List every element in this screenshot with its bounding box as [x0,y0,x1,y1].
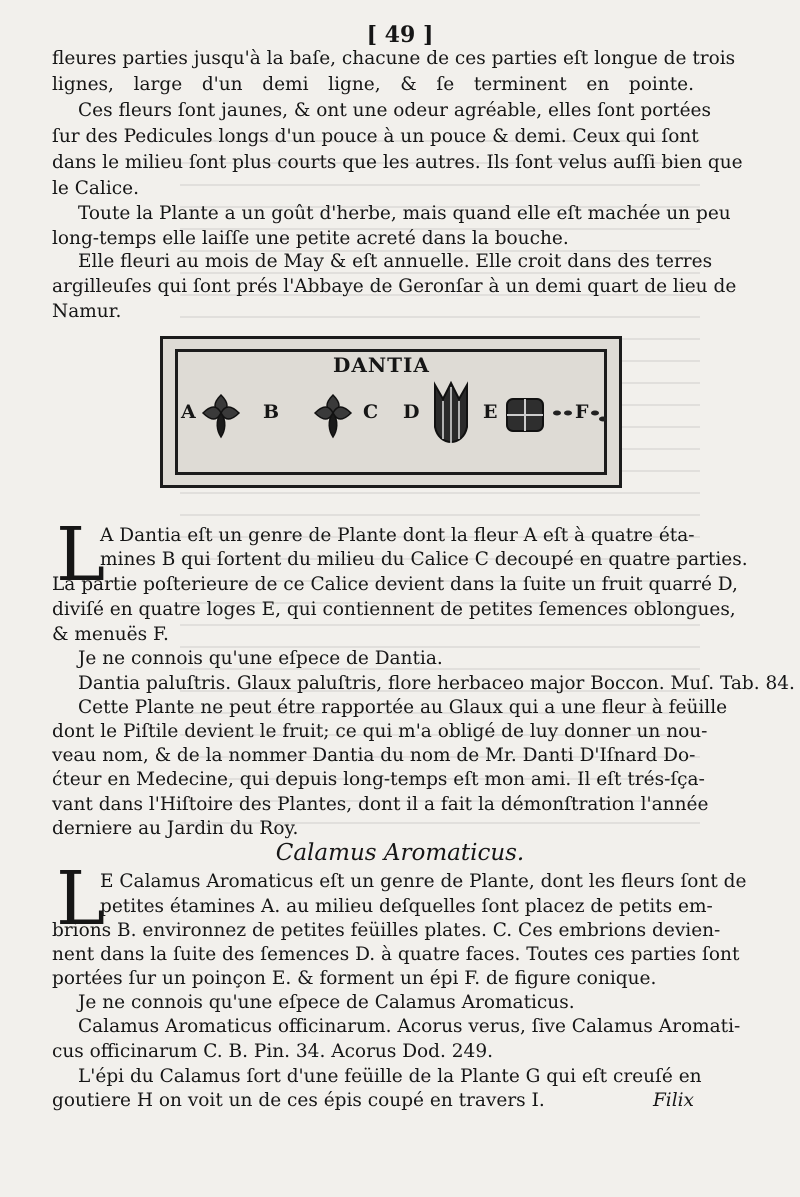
text-line: E Calamus Aromaticus eſt un genre de Plante, dont les fleurs ſont de [100,871,747,892]
text-line: ſur des Pedicules longs d'un pouce à un pouce & demi. Ceux qui ſont [52,126,699,147]
dantia-plate [160,336,622,488]
text-line: diviſé en quatre loges E, qui contiennent de petites ſemences oblongues, [52,599,736,620]
text-line: Ces fleurs ſont jaunes, & ont une odeur agréable, elles ſont portées [78,100,711,121]
text-line: Dantia paluſtris. Glaux paluſtris, flore herbaceo major Boccon. Muſ. Tab. 84. [78,673,795,694]
text-line: & menuës F. [52,624,169,645]
text-line: brions B. environnez de petites feüilles plates. C. Ces embrions devien- [52,920,721,941]
text-line: dont le Piſtile devient le fruit; ce qui m'a obligé de luy donner un nou- [52,721,708,742]
text-line: A Dantia eſt un genre de Plante dont la fleur A eſt à quatre éta- [100,525,695,546]
page-number: [ 49 ] [366,22,434,48]
plate-title: DANTIA [333,353,430,377]
text-line: nent dans la ſuite des ſemences D. à quatre faces. Toutes ces parties ſont [52,944,740,965]
seeds-f-icon [553,411,607,422]
text-line: long-temps elle laiſſe une petite acreté dans la bouche. [52,228,569,249]
text-line: petites étamines A. au milieu deſquelles ſont placez de petits em- [100,896,713,917]
text-line: lignes, large d'un demi ligne, & ſe terminent en pointe. [52,74,694,95]
text-line: derniere au Jardin du Roy. [52,818,299,839]
fruit-section-e-icon [507,399,543,431]
fruit-d-icon [435,383,467,443]
text-line: le Calice. [52,178,139,199]
text-line: mines B qui ſortent du milieu du Calice C decoupé en quatre parties. [100,549,748,570]
drop-cap-calamus: L [56,856,106,942]
plate-label-f: F [575,401,589,423]
plate-label-c: C [363,401,379,423]
text-line: goutiere H on voit un de ces épis coupé en travers I. [52,1090,545,1111]
section-title: Calamus Aromaticus. [275,840,525,866]
text-line: L'épi du Calamus ſort d'une feüille de la Plante G qui eſt creuſé en [78,1066,702,1087]
plate-label-a: A [181,401,196,423]
text-line: Namur. [52,301,122,322]
flower-c-icon [315,395,351,437]
text-line: portées ſur un poinçon E. & forment un épi F. de figure conique. [52,968,657,989]
text-line: Toute la Plante a un goût d'herbe, mais quand elle eſt machée un peu [78,203,731,224]
text-line: Calamus Aromaticus officinarum. Acorus verus, ſive Calamus Aromati- [78,1016,741,1037]
plate-label-e: E [483,401,498,423]
text-line: argilleuſes qui ſont prés l'Abbaye de Geronſar à un demi quart de lieu de [52,276,737,297]
text-line: cus officinarum C. B. Pin. 34. Acorus Dod. 249. [52,1041,493,1062]
plate-label-d: D [403,401,420,423]
plate-label-b: B [263,401,280,423]
text-line: veau nom, & de la nommer Dantia du nom de Mr. Danti D'Iſnard Do- [52,745,696,766]
drop-cap-dantia: L [56,512,106,598]
plate-illustrations [163,339,619,485]
text-line: ćteur en Medecine, qui depuis long-temps eſt mon ami. Il eſt trés-ſça- [52,769,705,790]
text-line: La partie poſterieure de ce Calice devient dans la ſuite un fruit quarré D, [52,574,738,595]
text-line: dans le milieu ſont plus courts que les autres. Ils ſont velus auſſi bien que [52,152,743,173]
text-line: Elle fleuri au mois de May & eſt annuelle. Elle croit dans des terres [78,251,713,272]
text-line: Je ne connois qu'une eſpece de Dantia. [78,648,443,669]
text-line: Cette Plante ne peut étre rapportée au Glaux qui a une fleur à feüille [78,697,728,718]
text-line: vant dans l'Hiſtoire des Plantes, dont il a fait la démonſtration l'année [52,794,709,815]
text-line: fleures parties jusqu'à la baſe, chacune de ces parties eſt longue de trois [52,48,736,69]
text-line: Je ne connois qu'une eſpece de Calamus Aromaticus. [78,992,575,1013]
catchword: Filix [652,1090,694,1111]
flower-a-icon [203,395,239,437]
